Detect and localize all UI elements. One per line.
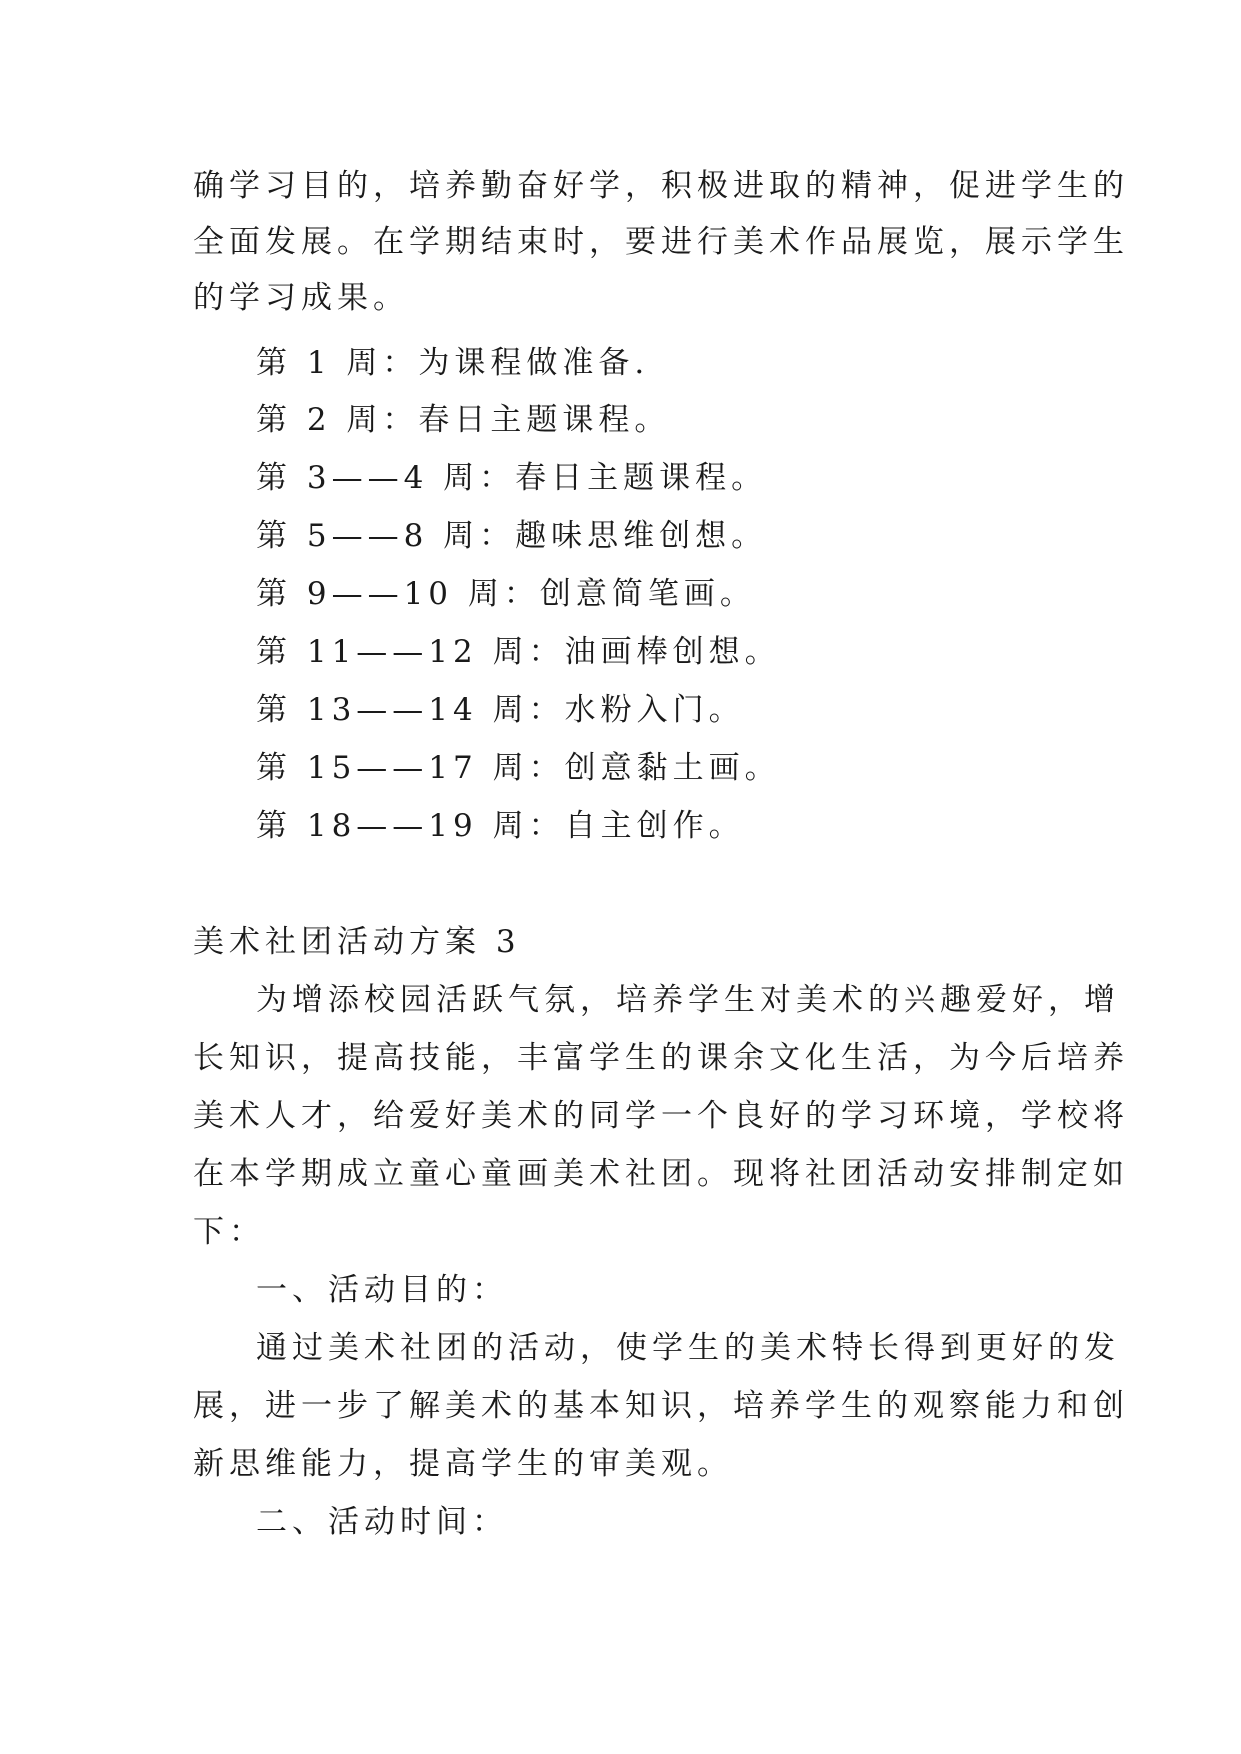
section-title: 美术社团活动方案 3 [193, 924, 521, 960]
week-item: 第 9——10 周：创意简笔画。 [256, 576, 756, 612]
intro-line: 的学习成果。 [193, 280, 409, 316]
paragraph-line: 展，进一步了解美术的基本知识，培养学生的观察能力和创 [193, 1388, 1129, 1424]
paragraph-line: 在本学期成立童心童画美术社团。现将社团活动安排制定如 [193, 1156, 1129, 1192]
week-item: 第 1 周：为课程做准备. [256, 345, 650, 381]
paragraph-line: 长知识，提高技能，丰富学生的课余文化生活，为今后培养 [193, 1040, 1129, 1076]
heading: 一、活动目的： [256, 1272, 508, 1308]
paragraph-line: 下： [193, 1214, 265, 1250]
week-item: 第 3——4 周：春日主题课程。 [256, 460, 768, 496]
week-item: 第 18——19 周：自主创作。 [256, 808, 745, 844]
paragraph-line: 为增添校园活跃气氛，培养学生对美术的兴趣爱好，增 [256, 982, 1120, 1018]
week-item: 第 13——14 周：水粉入门。 [256, 692, 745, 728]
week-item: 第 15——17 周：创意黏土画。 [256, 750, 781, 786]
paragraph-line: 通过美术社团的活动，使学生的美术特长得到更好的发 [256, 1330, 1120, 1366]
week-item: 第 5——8 周：趣味思维创想。 [256, 518, 768, 554]
week-item: 第 11——12 周：油画棒创想。 [256, 634, 781, 670]
paragraph-line: 新思维能力，提高学生的审美观。 [193, 1446, 733, 1482]
intro-line: 确学习目的，培养勤奋好学，积极进取的精神，促进学生的 [193, 168, 1129, 204]
intro-line: 全面发展。在学期结束时，要进行美术作品展览，展示学生 [193, 224, 1129, 260]
week-item: 第 2 周：春日主题课程。 [256, 402, 671, 438]
heading: 二、活动时间： [256, 1504, 508, 1540]
paragraph-line: 美术人才，给爱好美术的同学一个良好的学习环境，学校将 [193, 1098, 1129, 1134]
